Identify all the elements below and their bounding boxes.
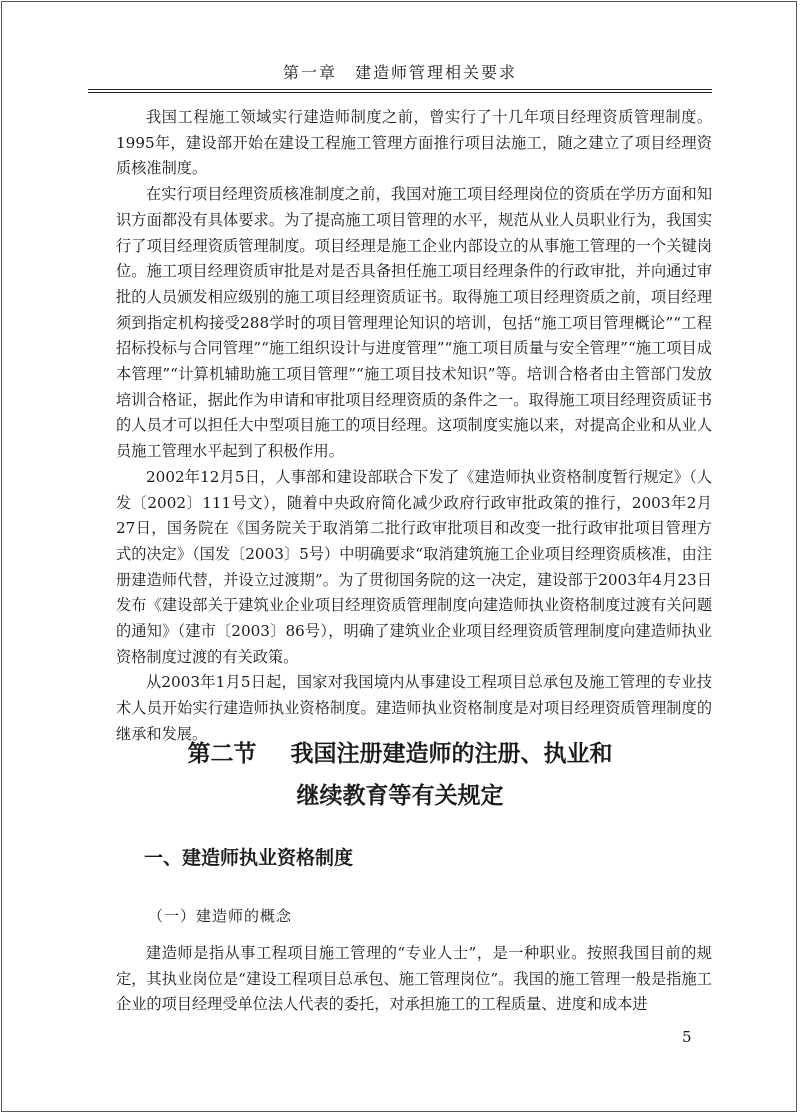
paragraph-3: 2002年12月5日，人事部和建设部联合下发了《建造师执业资格制度暂行规定》（人发〔2002〕111号文），随着中央政府简化减少政府行政审批政策的推行，2003年2月27日，国务院在《国务院关于取消第二批行政审批项目和改变一批行政审批项目管理方式的决定》（国发〔2003〕5号）中明确要求“取消建筑施工企业项目经理资质核准，由注册建造师代替，并设立过渡期”。为了贯彻国务院的这一决定，建设部于2003年4月23日发布《建设部关于建筑业企业项目经理资质管理制度向建造师执业资格制度过渡有关问题的通知》（建市〔2003〕86号），明确了建筑业企业项目经理资质管理制度向建造师执业资格制度过渡的有关政策。 (116, 467, 712, 666)
page-number: 5 (682, 1028, 692, 1046)
section-title (88, 733, 712, 817)
header-rule-thin (88, 92, 712, 93)
paragraph-5: 建造师是指从事工程项目施工管理的“专业人士”，是一种职业。按照我国目前的规定，其执业岗位是“建设工程项目总承包、施工管理岗位”。我国的施工管理一般是指施工企业的项目经理受单位法人代表的委托，对承担施工的工程质量、进度和成本进 (116, 944, 712, 1014)
running-head: 第一章 建造师管理相关要求 (282, 63, 517, 82)
heading-level-1: 一、建造师执业资格制度 (144, 847, 354, 869)
section-number: 第二节 (187, 740, 257, 767)
header-rule-thick (88, 89, 712, 90)
paragraph-4: 从2003年1月5日起，国家对我国境内从事建设工程项目总承包及施工管理的专业技术人员开始实行建造师执业资格制度。建造师执业资格制度是对项目经理资质管理制度的继承和发展。 (116, 673, 712, 743)
section-title-line-1 (88, 733, 712, 775)
section-title-text-1: 我国注册建造师的注册、执业和 (290, 740, 613, 767)
tail-text (116, 941, 712, 1018)
section-title-line-2: 继续教育等有关规定 (296, 782, 504, 809)
paragraph-1: 我国工程施工领域实行建造师制度之前，曾实行了十几年项目经理资质管理制度。1995年，建设部开始在建设工程施工管理方面推行项目法施工，随之建立了项目经理资质核准制度。 (116, 108, 712, 178)
paragraph-2: 在实行项目经理资质核准制度之前，我国对施工项目经理岗位的资质在学历方面和知识方面都没有具体要求。为了提高施工项目管理的水平，规范从业人员职业行为，我国实行了项目经理资质管理制度。项目经理是施工企业内部设立的从事施工管理的一个关键岗位。施工项目经理资质审批是对是否具备担任施工项目经理条件的行政审批，并向通过审批的人员颁发相应级别的施工项目经理资质证书。取得施工项目经理资质之前，项目经理须到指定机构接受288学时的项目管理理论知识的培训，包括“施工项目管理概论”“工程招标投标与合同管理”“施工组织设计与进度管理”“施工项目质量与安全管理”“施工项目成本管理”“计算机辅助施工项目管理”“施工项目技术知识”等。培训合格者由主管部门发放培训合格证，据此作为申请和审批项目经理资质的条件之一。取得施工项目经理资质证书的人员才可以担任大中型项目施工的项目经理。这项制度实施以来，对提高企业和从业人员施工管理水平起到了积极作用。 (116, 185, 712, 461)
subheading: （一）建造师的概念 (148, 907, 293, 925)
body-text (116, 105, 712, 748)
